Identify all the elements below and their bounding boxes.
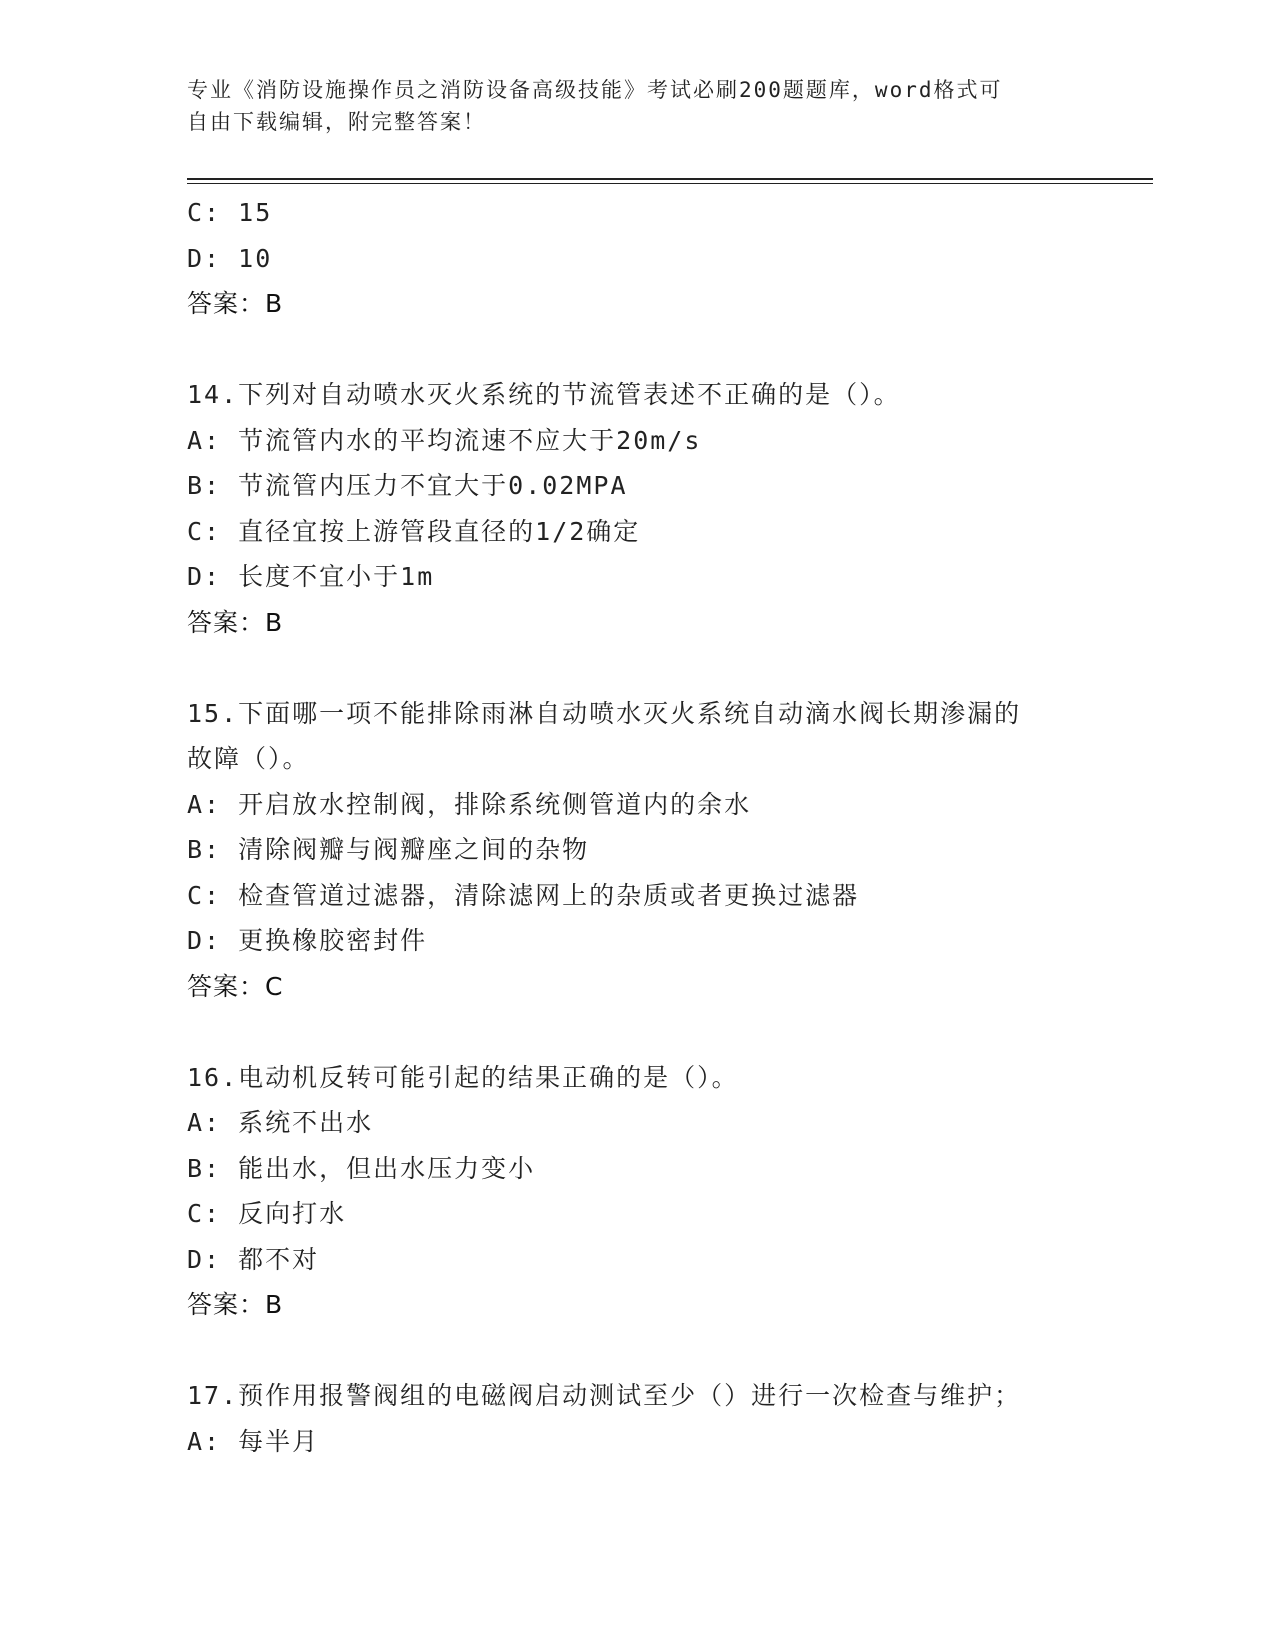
header-title-line-2: 自由下载编辑，附完整答案！ bbox=[187, 110, 486, 134]
answer-line: 答案：B bbox=[187, 289, 284, 318]
option-a: A: 开启放水控制阀，排除系统侧管道内的余水 bbox=[187, 789, 752, 819]
option-d: D: 更换橡胶密封件 bbox=[187, 926, 428, 955]
option-c: C: 反向打水 bbox=[187, 1199, 347, 1228]
question-16 bbox=[187, 1055, 1087, 1328]
option-d: D: 长度不宜小于1m bbox=[187, 562, 435, 591]
question-stem: 14.下列对自动喷水灭火系统的节流管表述不正确的是（）。 bbox=[187, 380, 901, 409]
question-17 bbox=[187, 1373, 1087, 1464]
header-divider-thin bbox=[187, 183, 1153, 184]
spacer bbox=[187, 1328, 1087, 1374]
option-a: A: 节流管内水的平均流速不应大于20m/s bbox=[187, 425, 702, 455]
option-b: B: 节流管内压力不宜大于0.02MPA bbox=[187, 471, 628, 500]
header-divider-thick bbox=[187, 178, 1153, 180]
answer-line: 答案：B bbox=[187, 607, 284, 637]
question-stem-continuation: 故障（）。 bbox=[187, 744, 310, 773]
option-a: A: 每半月 bbox=[187, 1426, 320, 1456]
header-title-line-1: 专业《消防设施操作员之消防设备高级技能》考试必刷200题题库，word格式可 bbox=[187, 78, 1003, 102]
answer-line: 答案：B bbox=[187, 1290, 284, 1319]
spacer bbox=[187, 327, 1087, 373]
question-list bbox=[187, 190, 1087, 1464]
question-stem: 16.电动机反转可能引起的结果正确的是（）。 bbox=[187, 1062, 739, 1092]
question-stem: 17.预作用报警阀组的电磁阀启动测试至少（）进行一次检查与维护； bbox=[187, 1381, 1022, 1410]
option-c: C: 直径宜按上游管段直径的1/2确定 bbox=[187, 516, 641, 546]
spacer bbox=[187, 645, 1087, 691]
option-d: D: 都不对 bbox=[187, 1244, 320, 1274]
question-13-continued bbox=[187, 190, 1087, 327]
question-stem: 15.下面哪一项不能排除雨淋自动喷水灭火系统自动滴水阀长期渗漏的 bbox=[187, 698, 1022, 728]
option-c: C: 15 bbox=[187, 198, 273, 227]
question-15 bbox=[187, 691, 1087, 1010]
option-b: B: 能出水，但出水压力变小 bbox=[187, 1153, 536, 1183]
option-a: A: 系统不出水 bbox=[187, 1108, 374, 1137]
option-d: D: 10 bbox=[187, 243, 273, 273]
spacer bbox=[187, 1009, 1087, 1055]
question-14 bbox=[187, 372, 1087, 645]
option-b: B: 清除阀瓣与阀瓣座之间的杂物 bbox=[187, 835, 590, 864]
answer-line: 答案：C bbox=[187, 971, 284, 1001]
document-header bbox=[187, 74, 1087, 138]
option-c: C: 检查管道过滤器，清除滤网上的杂质或者更换过滤器 bbox=[187, 880, 860, 910]
